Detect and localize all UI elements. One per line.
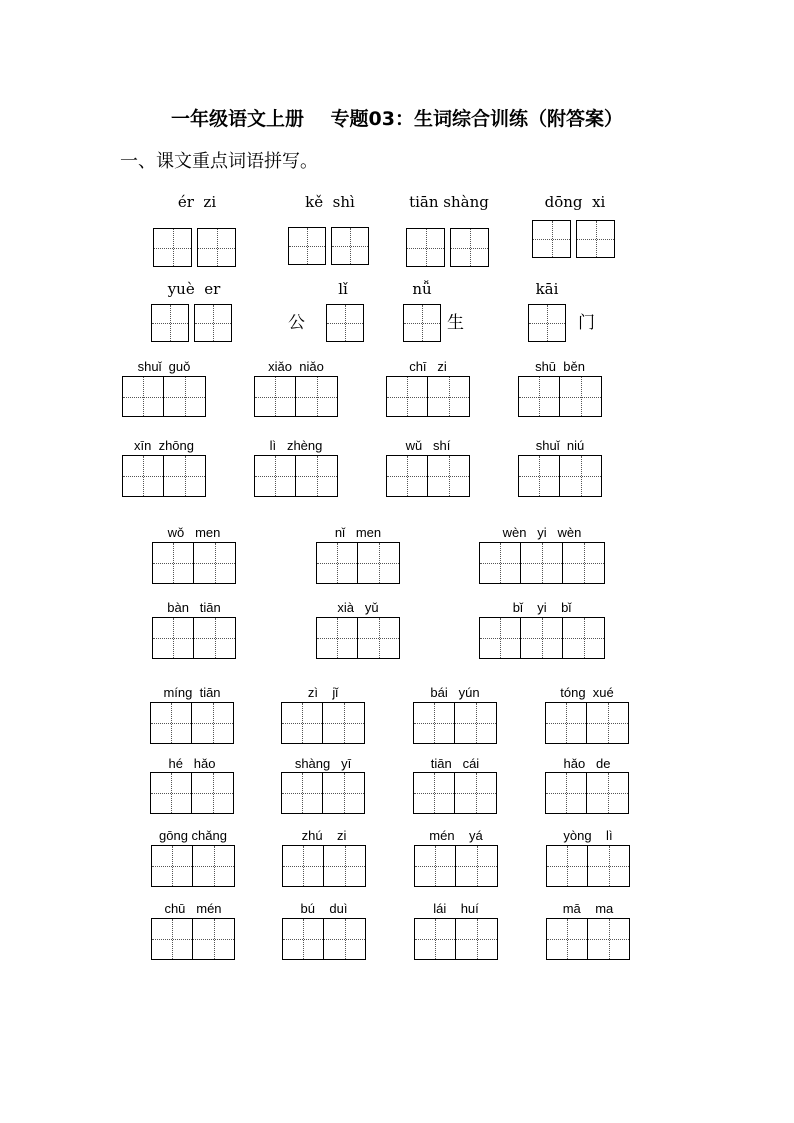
- writing-cell[interactable]: [587, 772, 629, 814]
- pinyin-label: bǐ yi bǐ: [512, 600, 572, 615]
- writing-cell[interactable]: [324, 918, 366, 960]
- pinyin-label: nǚ: [412, 280, 432, 298]
- pinyin-label: shuǐ niú: [535, 438, 585, 453]
- writing-cell[interactable]: [197, 228, 236, 267]
- writing-cell[interactable]: [194, 304, 232, 342]
- writing-cell[interactable]: [521, 542, 563, 584]
- writing-cell[interactable]: [413, 772, 455, 814]
- writing-cell[interactable]: [528, 304, 566, 342]
- word-item: [386, 358, 470, 420]
- pinyin-label: shū běn: [535, 359, 585, 374]
- word-item: [414, 827, 498, 889]
- writing-cell[interactable]: [414, 918, 456, 960]
- writing-cell[interactable]: [150, 702, 192, 744]
- word-item: [545, 755, 629, 817]
- writing-cell[interactable]: [296, 455, 338, 497]
- writing-cell[interactable]: [563, 542, 605, 584]
- word-item: [316, 524, 400, 586]
- pinyin-label: xīn zhōng: [134, 438, 194, 453]
- writing-cell[interactable]: [122, 376, 164, 417]
- word-item: [403, 280, 479, 346]
- pinyin-label: wǒ men: [167, 525, 221, 540]
- writing-cell[interactable]: [546, 845, 588, 887]
- word-item: [281, 684, 365, 746]
- pinyin-label: tiān shàng: [409, 193, 489, 211]
- pinyin-label: lì zhèng: [269, 438, 323, 453]
- writing-cell[interactable]: [326, 304, 364, 342]
- writing-cell[interactable]: [403, 304, 441, 342]
- pinyin-label: kě shì: [305, 193, 355, 211]
- pinyin-label: mā ma: [562, 901, 614, 916]
- writing-cell[interactable]: [456, 918, 498, 960]
- writing-cell[interactable]: [316, 542, 358, 584]
- writing-cell[interactable]: [518, 455, 560, 497]
- writing-cell[interactable]: [545, 702, 587, 744]
- pinyin-label: chī zi: [409, 359, 447, 374]
- writing-cell[interactable]: [358, 617, 400, 659]
- writing-cell[interactable]: [193, 918, 235, 960]
- given-character: 公: [288, 313, 305, 333]
- writing-cell[interactable]: [192, 772, 234, 814]
- section-heading: 一、课文重点词语拼写。: [120, 151, 318, 172]
- writing-cell[interactable]: [323, 772, 365, 814]
- word-item: [316, 599, 400, 661]
- writing-cell[interactable]: [151, 845, 193, 887]
- word-item: [413, 684, 497, 746]
- word-item: [281, 755, 365, 817]
- word-item: [254, 358, 338, 420]
- writing-cell[interactable]: [331, 227, 369, 265]
- word-item: [518, 437, 602, 499]
- pinyin-label: nǐ men: [334, 525, 382, 540]
- pinyin-label: shàng yī: [294, 756, 352, 771]
- pinyin-label: dōng xi: [544, 193, 606, 211]
- writing-cell[interactable]: [456, 845, 498, 887]
- word-item: [152, 599, 236, 661]
- pinyin-label: wèn yi wèn: [502, 525, 582, 540]
- pinyin-label: yuè er: [167, 280, 221, 298]
- writing-cell[interactable]: [164, 376, 206, 417]
- writing-cell[interactable]: [281, 772, 323, 814]
- writing-cell[interactable]: [194, 542, 236, 584]
- pinyin-label: zhú zi: [301, 828, 347, 843]
- writing-cell[interactable]: [316, 617, 358, 659]
- writing-cell[interactable]: [545, 772, 587, 814]
- pinyin-label: ér zi: [177, 193, 217, 211]
- word-item: [282, 827, 366, 889]
- word-item: [153, 193, 241, 268]
- word-item: [254, 437, 338, 499]
- pinyin-label: lái huí: [433, 901, 479, 916]
- writing-cell[interactable]: [588, 845, 630, 887]
- writing-cell[interactable]: [324, 845, 366, 887]
- pinyin-label: hǎo de: [563, 756, 611, 771]
- writing-cell[interactable]: [576, 220, 615, 258]
- pinyin-label: wǔ shí: [405, 438, 451, 453]
- writing-cell[interactable]: [532, 220, 571, 258]
- pinyin-label: xiǎo niǎo: [268, 359, 324, 374]
- given-character: 生: [447, 313, 464, 333]
- word-item: [532, 193, 618, 268]
- writing-cell[interactable]: [587, 702, 629, 744]
- writing-cell[interactable]: [281, 702, 323, 744]
- word-item: [152, 524, 236, 586]
- pinyin-label: zì jǐ: [307, 685, 339, 700]
- writing-cell[interactable]: [153, 228, 192, 267]
- writing-cell[interactable]: [282, 918, 324, 960]
- pinyin-label: chū mén: [164, 901, 222, 916]
- writing-cell[interactable]: [560, 455, 602, 497]
- writing-cell[interactable]: [386, 376, 428, 417]
- word-item: [518, 358, 602, 420]
- pinyin-label: bàn tiān: [167, 600, 221, 615]
- writing-cell[interactable]: [588, 918, 630, 960]
- pinyin-label: tóng xué: [560, 685, 614, 700]
- word-item: [151, 280, 237, 346]
- pinyin-label: lǐ: [338, 280, 348, 298]
- page-title: 一年级语文上册 专题03：生词综合训练（附答案）: [171, 108, 623, 130]
- pinyin-label: bú duì: [300, 901, 348, 916]
- writing-cell[interactable]: [560, 376, 602, 417]
- pinyin-label: shuǐ guǒ: [137, 359, 191, 374]
- word-item: [122, 437, 206, 499]
- pinyin-label: gōng chǎng: [159, 828, 227, 843]
- writing-cell[interactable]: [254, 455, 296, 497]
- word-item: [386, 437, 470, 499]
- pinyin-label: kāi: [535, 280, 559, 298]
- writing-cell[interactable]: [193, 845, 235, 887]
- writing-cell[interactable]: [122, 455, 164, 497]
- word-item: [414, 900, 498, 962]
- word-item: [413, 755, 497, 817]
- writing-cell[interactable]: [358, 542, 400, 584]
- writing-cell[interactable]: [428, 455, 470, 497]
- word-item: [545, 684, 629, 746]
- writing-cell[interactable]: [479, 542, 521, 584]
- writing-cell[interactable]: [455, 702, 497, 744]
- writing-cell[interactable]: [386, 455, 428, 497]
- word-item: [150, 755, 234, 817]
- writing-cell[interactable]: [413, 702, 455, 744]
- word-item: [546, 900, 630, 962]
- writing-cell[interactable]: [479, 617, 521, 659]
- word-item: [406, 193, 492, 268]
- writing-cell[interactable]: [563, 617, 605, 659]
- word-item: [528, 280, 604, 346]
- writing-cell[interactable]: [521, 617, 563, 659]
- pinyin-label: hé hǎo: [168, 756, 216, 771]
- writing-cell[interactable]: [414, 845, 456, 887]
- writing-cell[interactable]: [164, 455, 206, 497]
- pinyin-label: xià yǔ: [337, 600, 379, 615]
- pinyin-label: yòng lì: [563, 828, 613, 843]
- word-item: [479, 599, 605, 661]
- writing-cell[interactable]: [152, 617, 194, 659]
- writing-cell[interactable]: [323, 702, 365, 744]
- pinyin-label: tiān cái: [430, 756, 480, 771]
- writing-cell[interactable]: [450, 228, 489, 267]
- word-item: [479, 524, 605, 586]
- word-item: [286, 280, 362, 346]
- word-item: [151, 900, 235, 962]
- writing-cell[interactable]: [254, 376, 296, 417]
- writing-cell[interactable]: [282, 845, 324, 887]
- writing-cell[interactable]: [151, 918, 193, 960]
- writing-cell[interactable]: [152, 542, 194, 584]
- pinyin-label: bái yún: [430, 685, 480, 700]
- pinyin-label: míng tiān: [163, 685, 221, 700]
- writing-cell[interactable]: [151, 304, 189, 342]
- word-item: [288, 193, 372, 268]
- word-item: [282, 900, 366, 962]
- writing-cell[interactable]: [288, 227, 326, 265]
- writing-cell[interactable]: [518, 376, 560, 417]
- writing-cell[interactable]: [194, 617, 236, 659]
- writing-cell[interactable]: [455, 772, 497, 814]
- writing-cell[interactable]: [150, 772, 192, 814]
- writing-cell[interactable]: [546, 918, 588, 960]
- word-item: [151, 827, 235, 889]
- writing-cell[interactable]: [296, 376, 338, 417]
- given-character: 门: [578, 313, 595, 333]
- word-item: [122, 358, 206, 420]
- writing-cell[interactable]: [406, 228, 445, 267]
- pinyin-label: mén yá: [429, 828, 483, 843]
- word-item: [546, 827, 630, 889]
- writing-cell[interactable]: [428, 376, 470, 417]
- word-item: [150, 684, 234, 746]
- writing-cell[interactable]: [192, 702, 234, 744]
